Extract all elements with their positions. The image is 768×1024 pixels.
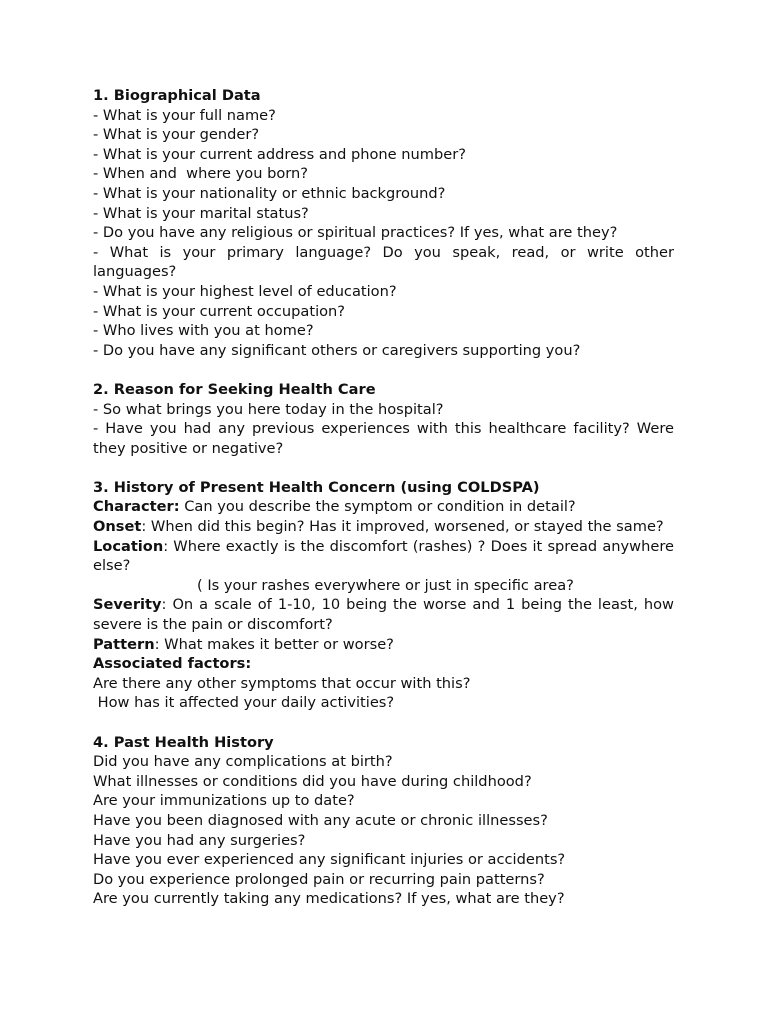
location-label: Location — [93, 537, 164, 555]
document-page — [93, 86, 674, 909]
question-full-name: - What is your full name? — [93, 106, 276, 124]
coldspa-character — [93, 497, 674, 517]
character-label: Character: — [93, 498, 180, 516]
spacer — [93, 360, 674, 380]
question-marital-status: - What is your marital status? — [93, 204, 309, 222]
question-other-symptoms: Are there any other symptoms that occur with this? — [93, 674, 471, 692]
question-primary-language: - What is your primary language? Do you speak, read, or write other languages? — [93, 243, 674, 281]
question-address-phone: - What is your current address and phone number? — [93, 145, 467, 163]
question-immunizations: Are your immunizations up to date? — [93, 792, 355, 810]
question-previous-experiences: - Have you had any previous experiences with this healthcare facility? Were they positive or negative? — [93, 420, 674, 457]
severity-label: Severity — [93, 596, 162, 614]
section-heading-biographical: 1. Biographical Data — [93, 87, 261, 104]
question-childhood-illnesses: What illnesses or conditions did you have during childhood? — [93, 772, 532, 790]
question-prolonged-pain: Do you experience prolonged pain or recurring pain patterns? — [93, 870, 545, 888]
question-surgeries: Have you had any surgeries? — [93, 831, 306, 849]
associated-factors-label: Associated factors: — [93, 655, 252, 673]
pattern-label: Pattern — [93, 635, 155, 653]
question-brings-you-here: - So what brings you here today in the hospital? — [93, 400, 444, 418]
section-heading-past-history: 4. Past Health History — [93, 733, 274, 751]
section-heading-present-concern: 3. History of Present Health Concern (using COLDSPA) — [93, 478, 540, 496]
question-birth-complications: Did you have any complications at birth? — [93, 753, 393, 771]
location-text: : Where exactly is the discomfort (rashes) ? Does it spread anywhere else? — [93, 537, 674, 575]
onset-text: : When did this begin? Has it improved, worsened, or stayed the same? — [141, 518, 664, 536]
question-religious-practices: - Do you have any religious or spiritual practices? If yes, what are they? — [93, 224, 618, 242]
question-injuries: Have you ever experienced any significant injuries or accidents? — [93, 851, 566, 869]
question-gender: - What is your gender? — [93, 126, 260, 144]
spacer — [93, 458, 674, 478]
severity-text: : On a scale of 1-10, 10 being the worse and 1 being the least, how severe is the pain or discomfort? — [93, 596, 674, 634]
question-caregivers: - Do you have any significant others or caregivers supporting you? — [93, 341, 581, 359]
coldspa-onset — [93, 517, 674, 537]
section-heading-reason: 2. Reason for Seeking Health Care — [93, 380, 376, 398]
question-occupation: - What is your current occupation? — [93, 302, 346, 320]
question-birthplace: - When and where you born? — [93, 165, 309, 183]
location-sub-question: ( Is your rashes everywhere or just in specific area? — [197, 576, 574, 594]
spacer — [93, 713, 674, 733]
coldspa-severity — [93, 595, 674, 634]
pattern-text: : What makes it better or worse? — [154, 635, 394, 653]
coldspa-location — [93, 537, 674, 576]
question-lives-with: - Who lives with you at home? — [93, 322, 314, 340]
question-nationality: - What is your nationality or ethnic background? — [93, 184, 446, 202]
question-chronic-illnesses: Have you been diagnosed with any acute or chronic illnesses? — [93, 811, 548, 829]
question-education: - What is your highest level of education? — [93, 282, 397, 300]
question-daily-activities: How has it affected your daily activities? — [93, 694, 395, 712]
coldspa-pattern — [93, 635, 674, 655]
onset-label: Onset — [93, 518, 142, 536]
character-text: Can you describe the symptom or condition in detail? — [179, 498, 576, 516]
question-medications: Are you currently taking any medications? If yes, what are they? — [93, 890, 565, 908]
